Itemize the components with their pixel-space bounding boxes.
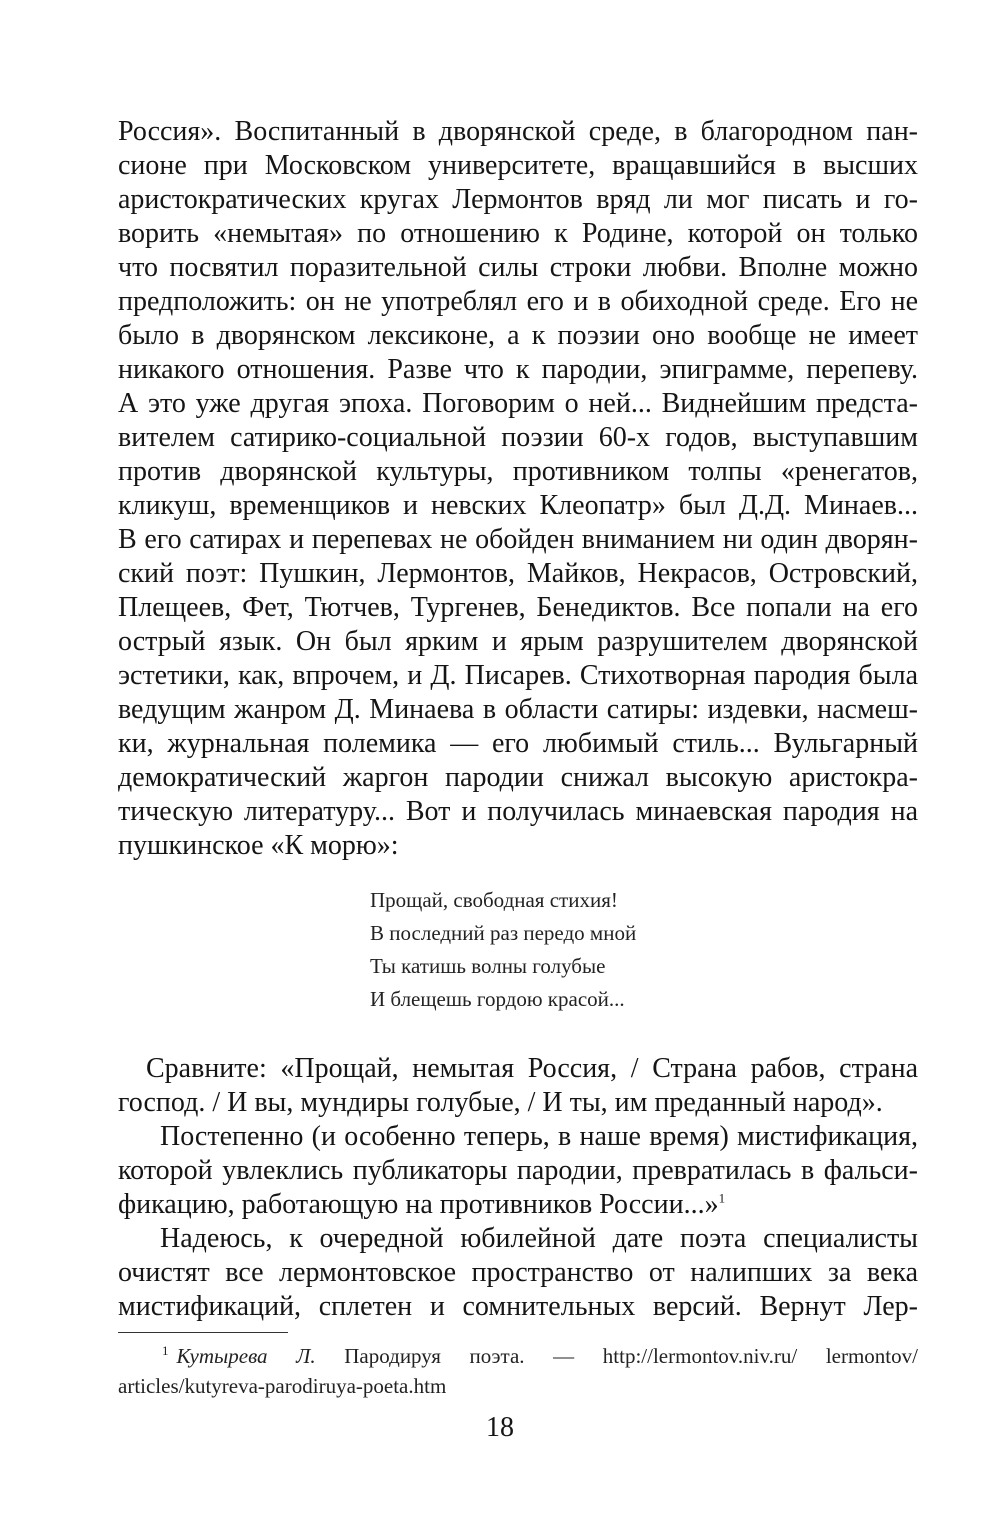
footnote-divider: [118, 1332, 288, 1333]
body-line: предположить: он не употреблял его и в обиходной среде. Его не: [118, 286, 918, 317]
footnote-url-line: articles/kutyreva-parodiruya-poeta.htm: [118, 1374, 447, 1398]
body-line: ки, журнальная полемика — его любимый стиль... Вульгарный: [118, 728, 918, 759]
footnote-number: 1: [162, 1343, 169, 1358]
body-line: ворить «немытая» по отношению к Родине, которой он только: [118, 218, 918, 249]
body-line: против дворянской культуры, противником толпы «ренегатов,: [118, 456, 918, 487]
body-line: было в дворянском лексиконе, а к поэзии оно вообще не имеет: [118, 320, 918, 351]
body-line: Сравните: «Прощай, немытая Россия, / Страна рабов, страна: [146, 1053, 918, 1084]
body-line: господ. / И вы, мундиры голубые, / И ты, им преданный народ».: [118, 1087, 883, 1118]
body-line: которой увлеклись публикаторы пародии, превратилась в фальси-: [118, 1155, 918, 1186]
body-line: вителем сатирико-социальной поэзии 60-х годов, выступавшим: [118, 422, 918, 453]
body-line: Россия». Воспитанный в дворянской среде, в благородном пан-: [118, 116, 918, 147]
footnote: [118, 1341, 918, 1371]
body-line: В его сатирах и перепевах не обойден вниманием ни один дворян-: [118, 524, 918, 555]
body-line: что посвятил поразительной силы строки любви. Вполне можно: [118, 252, 918, 283]
body-line: пушкинское «К морю»:: [118, 830, 399, 861]
poem-line: В последний раз передо мной: [370, 921, 637, 945]
body-line: никакого отношения. Разве что к пародии, эпиграмме, перепеву.: [118, 354, 918, 385]
body-line: ский поэт: Пушкин, Лермонтов, Майков, Некрасов, Островский,: [118, 558, 918, 589]
poem-line: Прощай, свободная стихия!: [370, 888, 618, 912]
poem-line: И блещешь гордою красой...: [370, 987, 625, 1011]
body-line: аристократических кругах Лермонтов вряд ли мог писать и го-: [118, 184, 918, 215]
footnote-reference: 1: [718, 1190, 726, 1206]
body-line: демократический жаргон пародии снижал высокую аристокра-: [118, 762, 918, 793]
poem-line: Ты катишь волны голубые: [370, 954, 606, 978]
body-line: А это уже другая эпоха. Поговорим о ней... Виднейшим предста-: [118, 388, 918, 419]
body-line: Надеюсь, к очередной юбилейной дате поэта специалисты: [160, 1223, 918, 1254]
body-line: [118, 1187, 918, 1223]
body-line: острый язык. Он был ярким и ярым разрушителем дворянской: [118, 626, 918, 657]
footnote-text: Пародируя поэта. — http://lermontov.niv.ru/ lermontov/: [315, 1344, 918, 1368]
body-line: Плещеев, Фет, Тютчев, Тургенев, Бенедиктов. Все попали на его: [118, 592, 918, 623]
body-line-text: фикацию, работающую на противников России...»: [118, 1189, 719, 1220]
body-line: очистят все лермонтовское пространство от налипших за века: [118, 1257, 918, 1288]
body-line: Постепенно (и особенно теперь, в наше время) мистификация,: [160, 1121, 918, 1152]
body-line: эстетики, как, впрочем, и Д. Писарев. Стихотворная пародия была: [118, 660, 918, 691]
body-line: кликуш, временщиков и невских Клеопатр» был Д.Д. Минаев...: [118, 490, 918, 521]
page-number: 18: [486, 1412, 514, 1443]
body-line: сионе при Московском университете, вращавшийся в высших: [118, 150, 918, 181]
body-line: мистификаций, сплетен и сомнительных версий. Вернут Лер-: [118, 1291, 918, 1322]
body-line: ведущим жанром Д. Минаева в области сатиры: издевки, насмеш-: [118, 694, 918, 725]
footnote-author: Кутырева Л.: [176, 1344, 316, 1368]
body-line: тическую литературу... Вот и получилась минаевская пародия на: [118, 796, 918, 827]
